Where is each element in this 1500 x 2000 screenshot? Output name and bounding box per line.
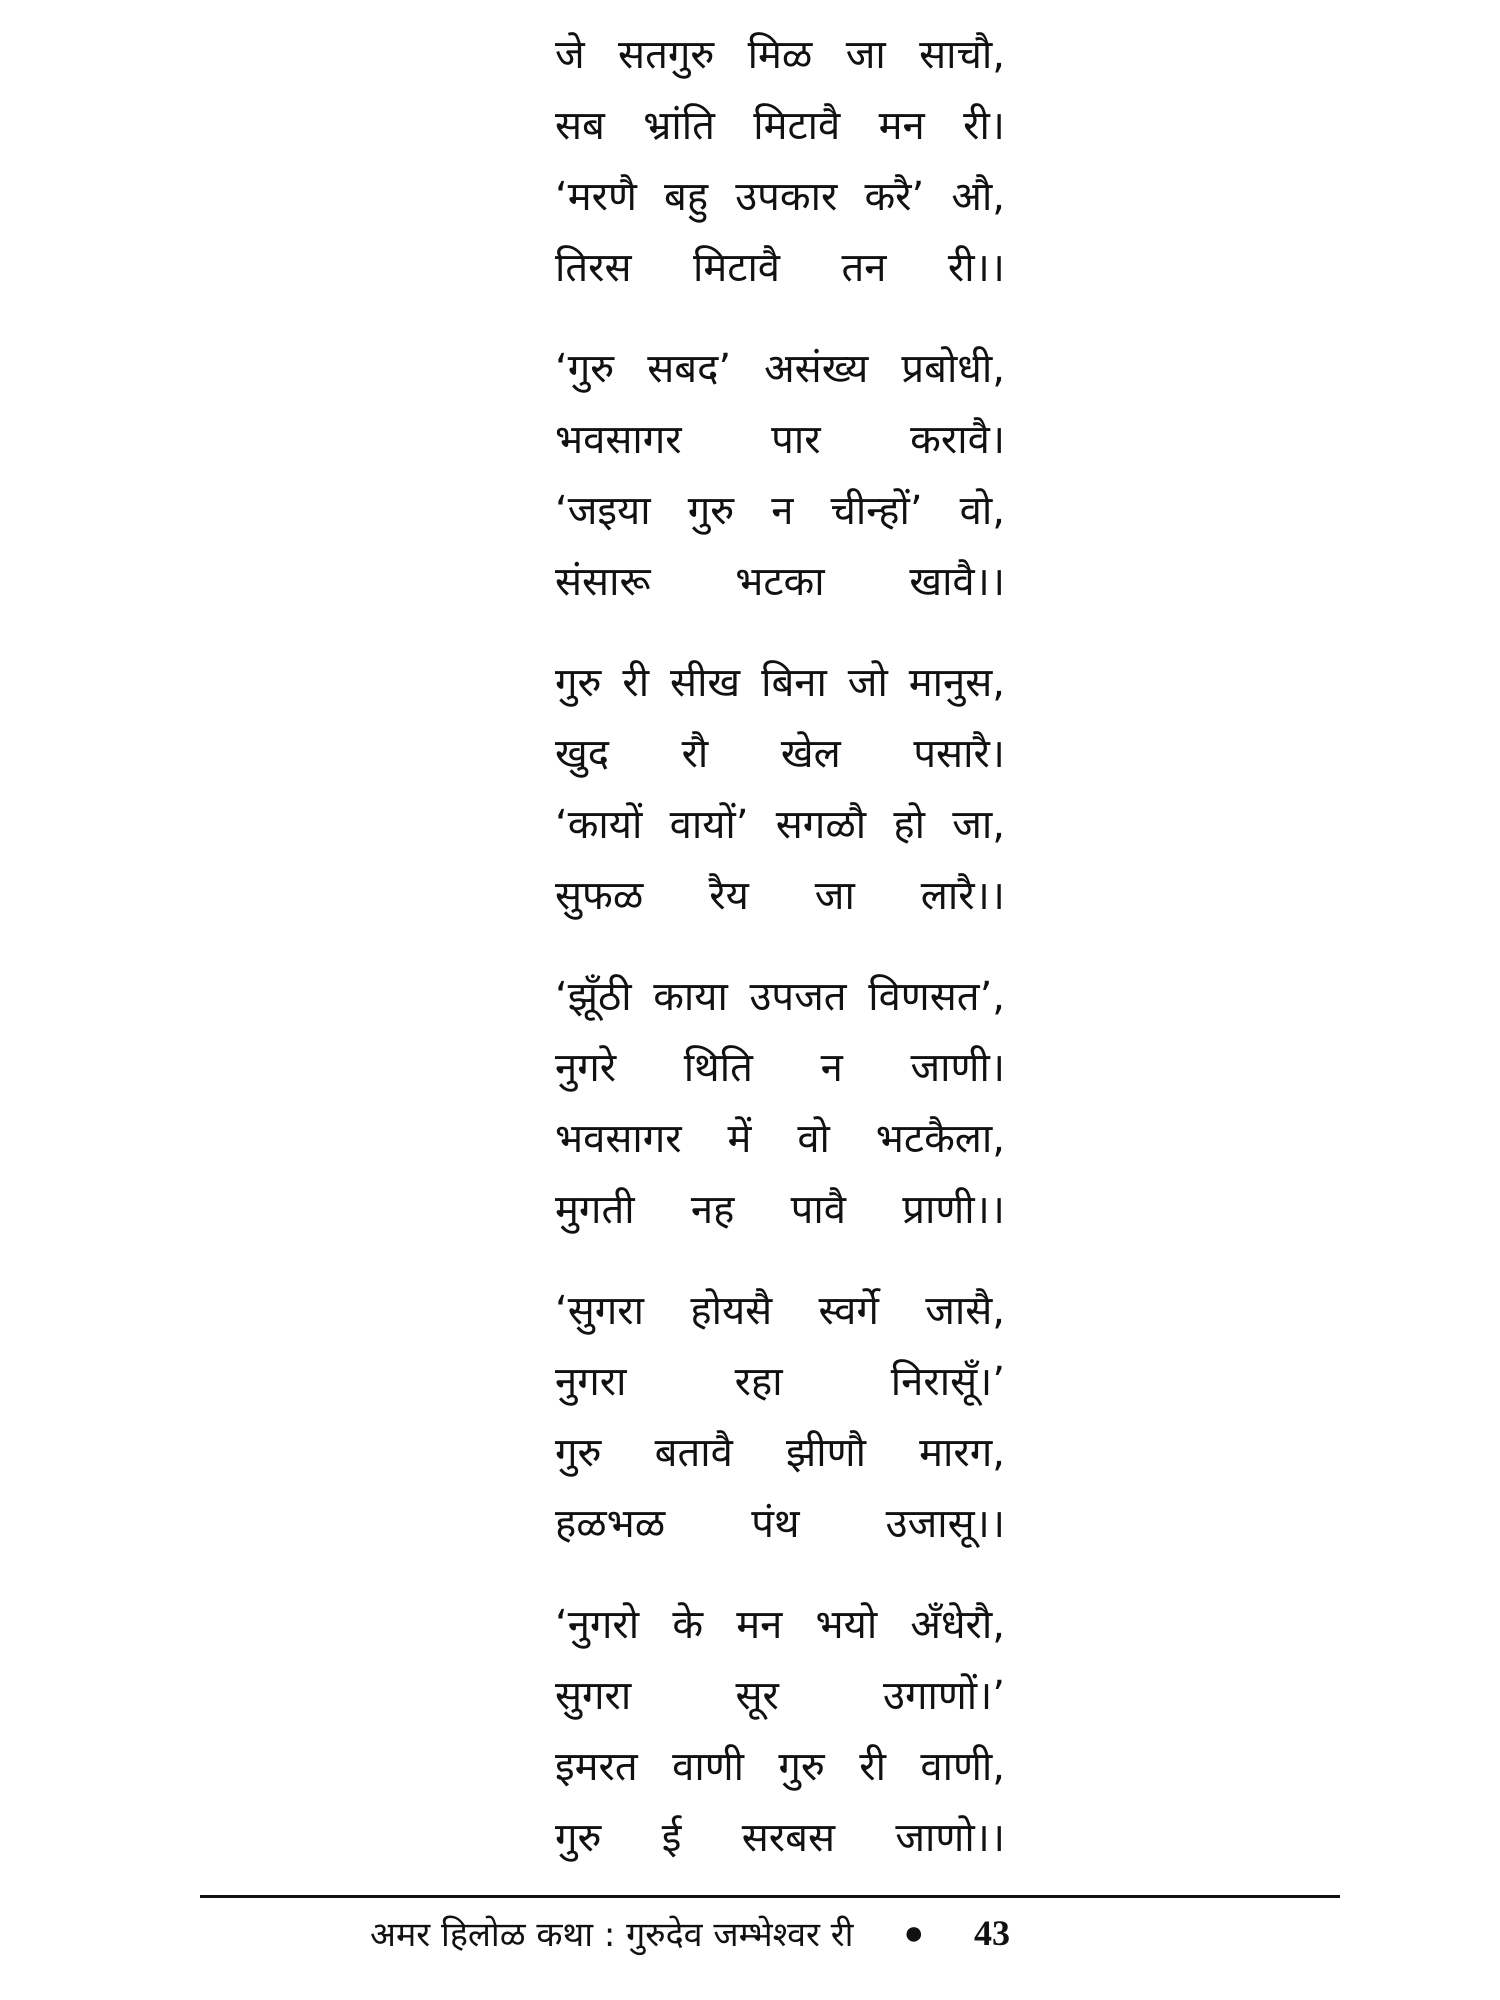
- poem-word: भटकैला,: [875, 1116, 1005, 1162]
- poem-word: सगळौ: [775, 802, 867, 848]
- poem-word: के: [672, 1602, 704, 1648]
- stanza: [555, 1276, 1005, 1560]
- poem-word: बतावै: [654, 1430, 733, 1476]
- poem-word: वायों’: [669, 802, 749, 848]
- poem-line: [555, 790, 1005, 861]
- poem-word: पसारै।: [913, 731, 1005, 777]
- poem-word: वो,: [959, 488, 1005, 534]
- poem-word: उगाणों।’: [883, 1673, 1005, 1719]
- poem-word: न: [771, 488, 794, 534]
- poem-word: वो: [797, 1116, 830, 1162]
- poem-word: मिटावै: [753, 103, 841, 149]
- poem-word: सब: [555, 103, 605, 149]
- poem-word: तन: [841, 245, 887, 291]
- poem-line: [555, 648, 1005, 719]
- poem-word: नुगरे: [555, 1045, 617, 1091]
- poem-word: ‘जइया: [555, 488, 651, 534]
- poem-line: [555, 1276, 1005, 1347]
- poem-word: करै’: [864, 174, 925, 220]
- bullet-separator: ●: [903, 1913, 924, 1952]
- poem-word: बहु: [664, 174, 709, 220]
- poem-line: [555, 861, 1005, 932]
- footer-rule: [200, 1895, 1340, 1898]
- poem-line: [555, 334, 1005, 405]
- poem-word: मानुस,: [908, 660, 1005, 706]
- poem-word: हो: [893, 802, 925, 848]
- poem-word: हळभळ: [555, 1501, 666, 1547]
- poem-word: रौ: [681, 731, 709, 777]
- poem-word: खेल: [780, 731, 841, 777]
- stanza: [555, 334, 1005, 618]
- poem-line: [555, 91, 1005, 162]
- poem-word: पावै: [790, 1187, 846, 1233]
- page-number: 43: [974, 1913, 1010, 1953]
- poem-line: [555, 233, 1005, 304]
- poem-line: [555, 1418, 1005, 1489]
- poem-word: मारग,: [919, 1430, 1005, 1476]
- poem-word: भवसागर: [555, 417, 682, 463]
- poem-word: भ्रांति: [643, 103, 715, 149]
- poem-word: पार: [771, 417, 821, 463]
- poem-line: [555, 1803, 1005, 1874]
- poem-word: पंथ: [751, 1501, 800, 1547]
- poem-word: जा,: [952, 802, 1005, 848]
- poem-word: निरासूँ।’: [890, 1359, 1005, 1405]
- poem-word: प्रबोधी,: [901, 346, 1005, 392]
- poem-word: भवसागर: [555, 1116, 682, 1162]
- poem-word: री।।: [947, 245, 1005, 291]
- poem-line: [555, 1347, 1005, 1418]
- poem-word: करावै।: [910, 417, 1005, 463]
- poem-word: खावै।।: [909, 559, 1005, 605]
- poem-word: सीख: [670, 660, 741, 706]
- poem-word: री: [859, 1744, 886, 1790]
- poem-word: मन: [736, 1602, 783, 1648]
- poem-line: [555, 20, 1005, 91]
- poem-word: ‘कायों: [555, 802, 643, 848]
- poem-word: रैय: [709, 873, 749, 919]
- poem-word: नुगरा: [555, 1359, 627, 1405]
- poem-line: [555, 1590, 1005, 1661]
- poem-word: ‘नुगरो: [555, 1602, 640, 1648]
- poem-word: तिरस: [555, 245, 632, 291]
- poem-word: होयसै: [690, 1288, 773, 1334]
- poem-word: औ,: [951, 174, 1005, 220]
- poem-word: नह: [690, 1187, 735, 1233]
- poem-line: [555, 1661, 1005, 1732]
- stanza: [555, 1590, 1005, 1874]
- stanza: [555, 962, 1005, 1246]
- poem-word: मन: [878, 103, 925, 149]
- book-title: अमर हिलोळ कथा : गुरुदेव जम्भेश्वर री: [370, 1915, 854, 1955]
- poem-line: [555, 1732, 1005, 1803]
- poem-word: झीणौ: [786, 1430, 866, 1476]
- poem-word: अँधेरौ,: [910, 1602, 1005, 1648]
- poem-line: [555, 405, 1005, 476]
- poem-word: जो: [847, 660, 888, 706]
- poem-word: इमरत: [555, 1744, 638, 1790]
- poem-word: री: [622, 660, 650, 706]
- poem-word: उपकार: [735, 174, 838, 220]
- poem-word: सतगुरु: [618, 32, 715, 78]
- poem-line: [555, 1033, 1005, 1104]
- poem-line: [555, 1104, 1005, 1175]
- poem: [555, 20, 1005, 1904]
- page-footer: [370, 1905, 1150, 1961]
- poem-word: बिना: [761, 660, 827, 706]
- poem-word: गुरु: [687, 488, 735, 534]
- poem-word: असंख्य: [764, 346, 869, 392]
- poem-word: गुरु: [555, 1815, 602, 1861]
- poem-word: गुरु: [555, 660, 602, 706]
- poem-word: मिटावै: [693, 245, 781, 291]
- stanza: [555, 20, 1005, 304]
- poem-word: वाणी: [672, 1744, 745, 1790]
- poem-word: जासै,: [925, 1288, 1005, 1334]
- stanza: [555, 648, 1005, 932]
- poem-line: [555, 962, 1005, 1033]
- poem-word: साचौ,: [919, 32, 1005, 78]
- poem-word: लारै।।: [920, 873, 1005, 919]
- poem-word: में: [727, 1116, 752, 1162]
- poem-line: [555, 1175, 1005, 1246]
- poem-word: ‘मरणै: [555, 174, 637, 220]
- poem-word: सुगरा: [555, 1673, 632, 1719]
- poem-word: जाणो।।: [895, 1815, 1005, 1861]
- poem-word: जाणी।: [910, 1045, 1005, 1091]
- poem-word: सरबस: [741, 1815, 836, 1861]
- poem-word: ई: [661, 1815, 682, 1861]
- poem-word: री।: [963, 103, 1005, 149]
- poem-word: सूर: [735, 1673, 779, 1719]
- poem-word: ‘सुगरा: [555, 1288, 644, 1334]
- poem-word: ‘झूँठी: [555, 974, 632, 1020]
- poem-word: जा: [845, 32, 886, 78]
- poem-line: [555, 547, 1005, 618]
- poem-word: गुरु: [555, 1430, 602, 1476]
- poem-word: मुगती: [555, 1187, 635, 1233]
- poem-word: खुद: [555, 731, 609, 777]
- poem-word: गुरु: [778, 1744, 825, 1790]
- poem-word: संसारू: [555, 559, 651, 605]
- poem-word: वाणी,: [920, 1744, 1005, 1790]
- poem-word: जे: [555, 32, 585, 78]
- poem-word: भयो: [815, 1602, 878, 1648]
- poem-word: विणसत’,: [868, 974, 1005, 1020]
- poem-word: प्राणी।।: [902, 1187, 1005, 1233]
- poem-line: [555, 719, 1005, 790]
- poem-line: [555, 162, 1005, 233]
- poem-word: चीन्हों’: [830, 488, 923, 534]
- poem-word: न: [820, 1045, 843, 1091]
- poem-word: काया: [653, 974, 728, 1020]
- poem-line: [555, 1489, 1005, 1560]
- poem-word: रहा: [734, 1359, 783, 1405]
- poem-line: [555, 476, 1005, 547]
- poem-word: सबद’: [647, 346, 732, 392]
- poem-word: थिति: [683, 1045, 753, 1091]
- poem-word: उजासू।।: [885, 1501, 1005, 1547]
- poem-word: मिळ: [747, 32, 813, 78]
- poem-word: भटका: [735, 559, 825, 605]
- poem-word: ‘गुरु: [555, 346, 615, 392]
- poem-word: जा: [814, 873, 855, 919]
- poem-word: सुफळ: [555, 873, 644, 919]
- poem-word: उपजत: [749, 974, 847, 1020]
- poem-word: स्वर्गे: [818, 1288, 879, 1334]
